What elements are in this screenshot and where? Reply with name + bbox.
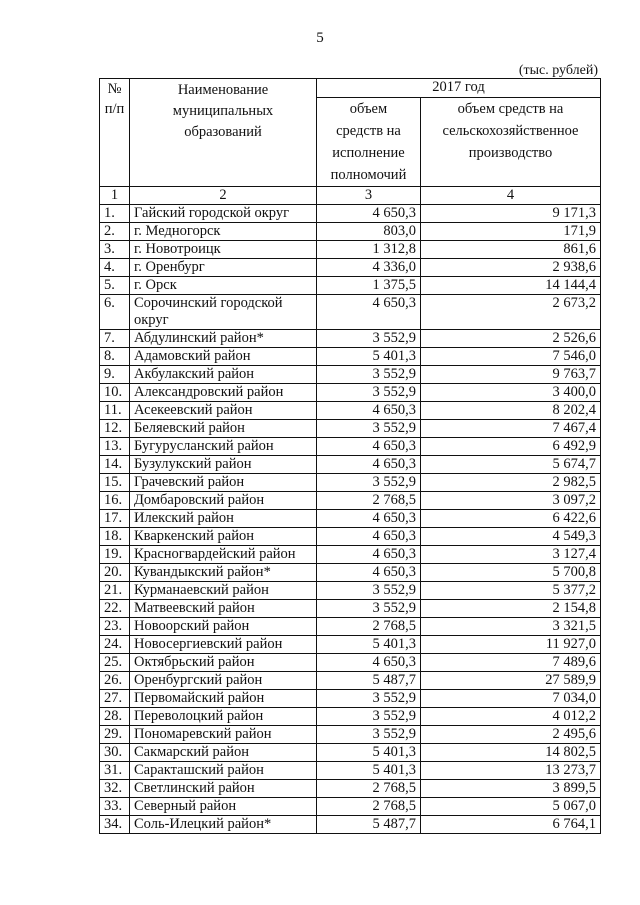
row-volume-powers: 3 552,9 bbox=[317, 600, 421, 618]
row-name: Александровский район bbox=[130, 384, 317, 402]
row-volume-agriculture: 4 012,2 bbox=[421, 708, 601, 726]
table-row bbox=[100, 582, 601, 600]
table-row bbox=[100, 672, 601, 690]
row-number: 10. bbox=[100, 384, 130, 402]
table-row bbox=[100, 474, 601, 492]
row-volume-powers: 5 401,3 bbox=[317, 348, 421, 366]
row-volume-agriculture: 14 144,4 bbox=[421, 277, 601, 295]
row-number: 27. bbox=[100, 690, 130, 708]
row-name: Соль-Илецкий район* bbox=[130, 816, 317, 834]
row-volume-powers: 1 375,5 bbox=[317, 277, 421, 295]
allocation-table bbox=[99, 78, 601, 834]
row-name: Курманаевский район bbox=[130, 582, 317, 600]
table-row bbox=[100, 223, 601, 241]
row-volume-powers: 4 650,3 bbox=[317, 654, 421, 672]
row-number: 29. bbox=[100, 726, 130, 744]
row-name: Саракташский район bbox=[130, 762, 317, 780]
row-volume-powers: 4 336,0 bbox=[317, 259, 421, 277]
row-volume-powers: 4 650,3 bbox=[317, 402, 421, 420]
row-number: 13. bbox=[100, 438, 130, 456]
index-cell: 3 bbox=[317, 187, 421, 205]
row-number: 19. bbox=[100, 546, 130, 564]
row-volume-agriculture: 2 938,6 bbox=[421, 259, 601, 277]
row-volume-powers: 4 650,3 bbox=[317, 438, 421, 456]
row-name: Домбаровский район bbox=[130, 492, 317, 510]
row-volume-powers: 4 650,3 bbox=[317, 295, 421, 330]
row-volume-powers: 5 487,7 bbox=[317, 816, 421, 834]
header-col4: объем средств на сельскохозяйственное производство bbox=[421, 98, 601, 187]
table-row bbox=[100, 546, 601, 564]
table-row bbox=[100, 277, 601, 295]
row-name: г. Орск bbox=[130, 277, 317, 295]
row-number: 12. bbox=[100, 420, 130, 438]
row-name: Октябрьский район bbox=[130, 654, 317, 672]
table-row bbox=[100, 295, 601, 330]
row-name: Кваркенский район bbox=[130, 528, 317, 546]
row-number: 18. bbox=[100, 528, 130, 546]
table-row bbox=[100, 726, 601, 744]
row-number: 1. bbox=[100, 205, 130, 223]
index-cell: 4 bbox=[421, 187, 601, 205]
row-volume-agriculture: 2 154,8 bbox=[421, 600, 601, 618]
row-number: 3. bbox=[100, 241, 130, 259]
table-row bbox=[100, 690, 601, 708]
row-volume-agriculture: 9 763,7 bbox=[421, 366, 601, 384]
row-volume-agriculture: 7 489,6 bbox=[421, 654, 601, 672]
row-name: Илекский район bbox=[130, 510, 317, 528]
row-volume-powers: 803,0 bbox=[317, 223, 421, 241]
header-num: № п/п bbox=[100, 79, 130, 187]
table-row bbox=[100, 420, 601, 438]
row-volume-agriculture: 13 273,7 bbox=[421, 762, 601, 780]
row-volume-powers: 4 650,3 bbox=[317, 456, 421, 474]
row-volume-agriculture: 11 927,0 bbox=[421, 636, 601, 654]
row-volume-powers: 1 312,8 bbox=[317, 241, 421, 259]
table-row bbox=[100, 205, 601, 223]
table-row bbox=[100, 492, 601, 510]
table-row bbox=[100, 618, 601, 636]
row-number: 14. bbox=[100, 456, 130, 474]
table-row bbox=[100, 348, 601, 366]
table-row bbox=[100, 600, 601, 618]
row-volume-agriculture: 3 400,0 bbox=[421, 384, 601, 402]
row-volume-powers: 3 552,9 bbox=[317, 384, 421, 402]
row-volume-agriculture: 5 700,8 bbox=[421, 564, 601, 582]
row-number: 9. bbox=[100, 366, 130, 384]
row-number: 22. bbox=[100, 600, 130, 618]
row-volume-agriculture: 6 422,6 bbox=[421, 510, 601, 528]
row-volume-powers: 2 768,5 bbox=[317, 798, 421, 816]
row-volume-agriculture: 171,9 bbox=[421, 223, 601, 241]
row-volume-agriculture: 2 982,5 bbox=[421, 474, 601, 492]
row-volume-agriculture: 3 127,4 bbox=[421, 546, 601, 564]
row-name: Гайский городской округ bbox=[130, 205, 317, 223]
table-row bbox=[100, 384, 601, 402]
row-volume-agriculture: 9 171,3 bbox=[421, 205, 601, 223]
table-row bbox=[100, 259, 601, 277]
table-row bbox=[100, 762, 601, 780]
row-number: 4. bbox=[100, 259, 130, 277]
row-name: г. Оренбург bbox=[130, 259, 317, 277]
row-name: Грачевский район bbox=[130, 474, 317, 492]
index-row bbox=[100, 187, 601, 205]
row-name: Светлинский район bbox=[130, 780, 317, 798]
table-row bbox=[100, 330, 601, 348]
row-number: 11. bbox=[100, 402, 130, 420]
table-row bbox=[100, 564, 601, 582]
row-volume-agriculture: 7 034,0 bbox=[421, 690, 601, 708]
row-number: 23. bbox=[100, 618, 130, 636]
row-volume-powers: 2 768,5 bbox=[317, 492, 421, 510]
row-volume-agriculture: 3 321,5 bbox=[421, 618, 601, 636]
table-row bbox=[100, 654, 601, 672]
row-number: 8. bbox=[100, 348, 130, 366]
row-name: Бугурусланский район bbox=[130, 438, 317, 456]
row-name: г. Новотроицк bbox=[130, 241, 317, 259]
row-number: 30. bbox=[100, 744, 130, 762]
row-volume-agriculture: 5 067,0 bbox=[421, 798, 601, 816]
header-name: Наименование муниципальных образований bbox=[130, 79, 317, 187]
row-number: 6. bbox=[100, 295, 130, 330]
row-volume-powers: 3 552,9 bbox=[317, 366, 421, 384]
row-number: 15. bbox=[100, 474, 130, 492]
row-volume-agriculture: 2 673,2 bbox=[421, 295, 601, 330]
row-number: 20. bbox=[100, 564, 130, 582]
row-number: 31. bbox=[100, 762, 130, 780]
row-volume-agriculture: 5 377,2 bbox=[421, 582, 601, 600]
row-name: Пономаревский район bbox=[130, 726, 317, 744]
row-name: Оренбургский район bbox=[130, 672, 317, 690]
row-volume-agriculture: 5 674,7 bbox=[421, 456, 601, 474]
row-number: 21. bbox=[100, 582, 130, 600]
table-row bbox=[100, 438, 601, 456]
row-volume-powers: 2 768,5 bbox=[317, 780, 421, 798]
row-volume-powers: 5 401,3 bbox=[317, 762, 421, 780]
row-volume-agriculture: 2 526,6 bbox=[421, 330, 601, 348]
row-volume-powers: 5 401,3 bbox=[317, 744, 421, 762]
index-cell: 2 bbox=[130, 187, 317, 205]
row-volume-powers: 5 487,7 bbox=[317, 672, 421, 690]
table-row bbox=[100, 780, 601, 798]
row-volume-powers: 5 401,3 bbox=[317, 636, 421, 654]
header-col3: объем средств на исполнение полномочий bbox=[317, 98, 421, 187]
table-row bbox=[100, 528, 601, 546]
row-volume-powers: 3 552,9 bbox=[317, 420, 421, 438]
row-name: Сорочинский городской округ bbox=[130, 295, 317, 330]
row-number: 32. bbox=[100, 780, 130, 798]
row-name: Матвеевский район bbox=[130, 600, 317, 618]
row-name: Сакмарский район bbox=[130, 744, 317, 762]
row-name: Переволоцкий район bbox=[130, 708, 317, 726]
row-name: г. Медногорск bbox=[130, 223, 317, 241]
table-row bbox=[100, 402, 601, 420]
table-row bbox=[100, 241, 601, 259]
row-name: Первомайский район bbox=[130, 690, 317, 708]
table-row bbox=[100, 798, 601, 816]
row-name: Красногвардейский район bbox=[130, 546, 317, 564]
index-cell: 1 bbox=[100, 187, 130, 205]
row-volume-agriculture: 3 097,2 bbox=[421, 492, 601, 510]
row-name: Новоорский район bbox=[130, 618, 317, 636]
units-label: (тыс. рублей) bbox=[518, 63, 598, 78]
row-number: 28. bbox=[100, 708, 130, 726]
row-volume-powers: 4 650,3 bbox=[317, 564, 421, 582]
row-volume-powers: 3 552,9 bbox=[317, 708, 421, 726]
row-name: Абдулинский район* bbox=[130, 330, 317, 348]
row-number: 26. bbox=[100, 672, 130, 690]
row-volume-agriculture: 3 899,5 bbox=[421, 780, 601, 798]
row-volume-agriculture: 4 549,3 bbox=[421, 528, 601, 546]
row-volume-powers: 3 552,9 bbox=[317, 582, 421, 600]
row-volume-powers: 3 552,9 bbox=[317, 474, 421, 492]
row-volume-powers: 4 650,3 bbox=[317, 205, 421, 223]
table-row bbox=[100, 708, 601, 726]
row-volume-agriculture: 7 467,4 bbox=[421, 420, 601, 438]
row-volume-powers: 3 552,9 bbox=[317, 330, 421, 348]
row-number: 25. bbox=[100, 654, 130, 672]
row-volume-powers: 4 650,3 bbox=[317, 510, 421, 528]
row-volume-agriculture: 7 546,0 bbox=[421, 348, 601, 366]
row-volume-powers: 4 650,3 bbox=[317, 528, 421, 546]
row-volume-powers: 3 552,9 bbox=[317, 690, 421, 708]
table-row bbox=[100, 366, 601, 384]
row-name: Адамовский район bbox=[130, 348, 317, 366]
row-name: Акбулакский район bbox=[130, 366, 317, 384]
row-number: 7. bbox=[100, 330, 130, 348]
row-name: Беляевский район bbox=[130, 420, 317, 438]
row-number: 17. bbox=[100, 510, 130, 528]
row-number: 2. bbox=[100, 223, 130, 241]
table-row bbox=[100, 510, 601, 528]
row-name: Асекеевский район bbox=[130, 402, 317, 420]
row-name: Бузулукский район bbox=[130, 456, 317, 474]
table-row bbox=[100, 744, 601, 762]
row-volume-agriculture: 14 802,5 bbox=[421, 744, 601, 762]
row-number: 24. bbox=[100, 636, 130, 654]
row-volume-agriculture: 861,6 bbox=[421, 241, 601, 259]
header-year: 2017 год bbox=[317, 79, 601, 98]
page-number: 5 bbox=[316, 30, 324, 46]
table-row bbox=[100, 456, 601, 474]
row-number: 16. bbox=[100, 492, 130, 510]
row-volume-agriculture: 6 492,9 bbox=[421, 438, 601, 456]
table-row bbox=[100, 636, 601, 654]
row-number: 34. bbox=[100, 816, 130, 834]
row-volume-powers: 4 650,3 bbox=[317, 546, 421, 564]
table-row bbox=[100, 816, 601, 834]
row-volume-agriculture: 8 202,4 bbox=[421, 402, 601, 420]
row-volume-powers: 2 768,5 bbox=[317, 618, 421, 636]
row-volume-agriculture: 6 764,1 bbox=[421, 816, 601, 834]
row-volume-powers: 3 552,9 bbox=[317, 726, 421, 744]
row-name: Новосергиевский район bbox=[130, 636, 317, 654]
row-volume-agriculture: 2 495,6 bbox=[421, 726, 601, 744]
row-number: 33. bbox=[100, 798, 130, 816]
row-name: Кувандыкский район* bbox=[130, 564, 317, 582]
row-number: 5. bbox=[100, 277, 130, 295]
row-volume-agriculture: 27 589,9 bbox=[421, 672, 601, 690]
row-name: Северный район bbox=[130, 798, 317, 816]
